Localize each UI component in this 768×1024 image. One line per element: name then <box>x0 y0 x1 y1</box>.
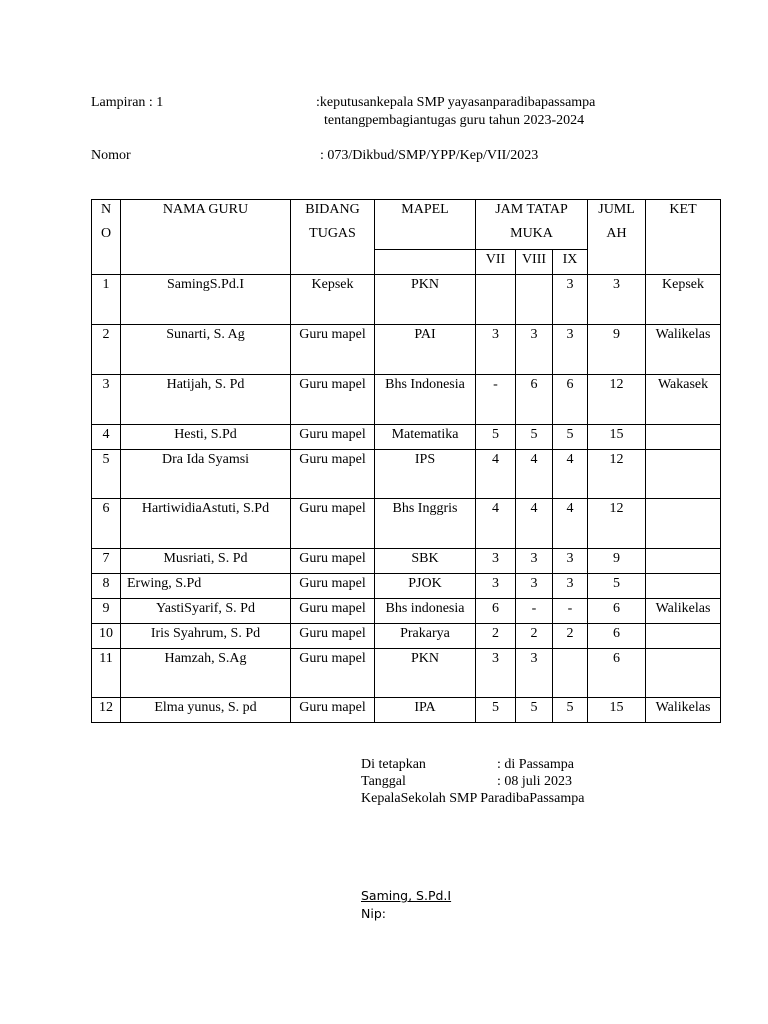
cell-nama: SamingS.Pd.I <box>121 275 291 325</box>
tanggal-value: : 08 juli 2023 <box>497 774 573 789</box>
header-ket: KET <box>646 200 721 275</box>
cell-no: 3 <box>92 375 121 425</box>
cell-nama: Elma yunus, S. pd <box>121 698 291 723</box>
cell-jumlah: 9 <box>588 325 646 375</box>
cell-jumlah: 6 <box>588 649 646 698</box>
cell-ix: 5 <box>553 425 588 450</box>
cell-ket <box>646 549 721 574</box>
cell-nama: Hatijah, S. Pd <box>121 375 291 425</box>
cell-ix: 4 <box>553 499 588 549</box>
cell-bidang: Guru mapel <box>291 499 375 549</box>
table-row <box>92 549 721 574</box>
cell-mapel: Bhs indonesia <box>375 599 476 624</box>
header-nama-guru: NAMA GURU <box>121 200 291 275</box>
cell-ix: 2 <box>553 624 588 649</box>
cell-jumlah: 15 <box>588 425 646 450</box>
lampiran-label: Lampiran : 1 <box>91 95 164 110</box>
header-jam-tatap-muka: JAM TATAP MUKA <box>476 200 588 250</box>
cell-mapel: Matematika <box>375 425 476 450</box>
cell-vii: 5 <box>476 425 516 450</box>
signer-name: Saming, S.Pd.I <box>361 888 452 903</box>
cell-no: 9 <box>92 599 121 624</box>
cell-viii: 5 <box>516 698 553 723</box>
cell-bidang: Kepsek <box>291 275 375 325</box>
cell-mapel: Prakarya <box>375 624 476 649</box>
cell-bidang: Guru mapel <box>291 549 375 574</box>
table-row <box>92 599 721 624</box>
cell-nama: Hamzah, S.Ag <box>121 649 291 698</box>
cell-vii: 2 <box>476 624 516 649</box>
cell-bidang: Guru mapel <box>291 574 375 599</box>
cell-ket <box>646 649 721 698</box>
table-row <box>92 698 721 723</box>
cell-ket <box>646 574 721 599</box>
cell-ix: 3 <box>553 549 588 574</box>
cell-viii: 3 <box>516 325 553 375</box>
cell-mapel: PJOK <box>375 574 476 599</box>
cell-bidang: Guru mapel <box>291 649 375 698</box>
ditetapkan-value: : di Passampa <box>497 757 574 772</box>
cell-jumlah: 12 <box>588 375 646 425</box>
cell-nama: Sunarti, S. Ag <box>121 325 291 375</box>
cell-bidang: Guru mapel <box>291 599 375 624</box>
cell-mapel: IPS <box>375 450 476 499</box>
cell-viii <box>516 275 553 325</box>
cell-no: 4 <box>92 425 121 450</box>
cell-no: 1 <box>92 275 121 325</box>
table-row <box>92 574 721 599</box>
cell-jumlah: 3 <box>588 275 646 325</box>
cell-no: 10 <box>92 624 121 649</box>
tanggal-label: Tanggal <box>361 774 406 789</box>
cell-vii: 6 <box>476 599 516 624</box>
cell-ket: Walikelas <box>646 325 721 375</box>
cell-vii: 3 <box>476 649 516 698</box>
cell-ix: 5 <box>553 698 588 723</box>
cell-mapel: Bhs Inggris <box>375 499 476 549</box>
cell-no: 12 <box>92 698 121 723</box>
cell-vii: - <box>476 375 516 425</box>
cell-bidang: Guru mapel <box>291 375 375 425</box>
cell-jumlah: 12 <box>588 499 646 549</box>
cell-viii: 3 <box>516 549 553 574</box>
cell-no: 11 <box>92 649 121 698</box>
cell-ix: 4 <box>553 450 588 499</box>
table-row <box>92 624 721 649</box>
table-row <box>92 425 721 450</box>
cell-ket <box>646 499 721 549</box>
cell-vii: 5 <box>476 698 516 723</box>
cell-nama: HartiwidiaAstuti, S.Pd <box>121 499 291 549</box>
header-vii: VII <box>476 250 516 275</box>
header-viii: VIII <box>516 250 553 275</box>
header-bidang-tugas: BIDANG TUGAS <box>291 200 375 275</box>
cell-jumlah: 12 <box>588 450 646 499</box>
cell-viii: 6 <box>516 375 553 425</box>
header-no: N O <box>92 200 121 275</box>
cell-ket: Kepsek <box>646 275 721 325</box>
cell-bidang: Guru mapel <box>291 325 375 375</box>
cell-bidang: Guru mapel <box>291 624 375 649</box>
cell-no: 5 <box>92 450 121 499</box>
cell-viii: 3 <box>516 574 553 599</box>
cell-jumlah: 5 <box>588 574 646 599</box>
nomor-value: : 073/Dikbud/SMP/YPP/Kep/VII/2023 <box>320 148 539 163</box>
cell-no: 7 <box>92 549 121 574</box>
cell-ix: 3 <box>553 275 588 325</box>
cell-vii: 4 <box>476 450 516 499</box>
cell-nama: Hesti, S.Pd <box>121 425 291 450</box>
cell-vii: 4 <box>476 499 516 549</box>
cell-mapel: Bhs Indonesia <box>375 375 476 425</box>
table-row <box>92 450 721 499</box>
cell-jumlah: 6 <box>588 624 646 649</box>
cell-vii: 3 <box>476 549 516 574</box>
cell-bidang: Guru mapel <box>291 698 375 723</box>
table-row <box>92 275 721 325</box>
cell-viii: 2 <box>516 624 553 649</box>
cell-ix <box>553 649 588 698</box>
cell-viii: 5 <box>516 425 553 450</box>
cell-mapel: PKN <box>375 275 476 325</box>
cell-ix: 6 <box>553 375 588 425</box>
cell-viii: 4 <box>516 499 553 549</box>
cell-ket <box>646 450 721 499</box>
cell-ix: - <box>553 599 588 624</box>
cell-jumlah: 9 <box>588 549 646 574</box>
cell-nama: Iris Syahrum, S. Pd <box>121 624 291 649</box>
cell-ix: 3 <box>553 325 588 375</box>
cell-no: 2 <box>92 325 121 375</box>
cell-jumlah: 15 <box>588 698 646 723</box>
cell-nama: Dra Ida Syamsi <box>121 450 291 499</box>
cell-no: 6 <box>92 499 121 549</box>
cell-nama: Erwing, S.Pd <box>121 574 291 599</box>
cell-viii: - <box>516 599 553 624</box>
header-mapel-blank <box>375 250 476 275</box>
cell-mapel: PKN <box>375 649 476 698</box>
cell-nama: Musriati, S. Pd <box>121 549 291 574</box>
cell-ix: 3 <box>553 574 588 599</box>
cell-mapel: IPA <box>375 698 476 723</box>
cell-jumlah: 6 <box>588 599 646 624</box>
cell-ket <box>646 425 721 450</box>
header-mapel: MAPEL <box>375 200 476 250</box>
cell-vii <box>476 275 516 325</box>
table-row <box>92 499 721 549</box>
cell-mapel: PAI <box>375 325 476 375</box>
table-row <box>92 325 721 375</box>
header-ix: IX <box>553 250 588 275</box>
cell-ket: Walikelas <box>646 599 721 624</box>
kepala-sekolah-title: KepalaSekolah SMP ParadibaPassampa <box>361 791 585 806</box>
cell-no: 8 <box>92 574 121 599</box>
table-row <box>92 375 721 425</box>
assignment-table <box>91 199 721 723</box>
cell-viii: 4 <box>516 450 553 499</box>
header-jumlah: JUML AH <box>588 200 646 275</box>
cell-bidang: Guru mapel <box>291 450 375 499</box>
cell-ket: Wakasek <box>646 375 721 425</box>
lampiran-value-line2: tentangpembagiantugas guru tahun 2023-2024 <box>324 113 585 128</box>
cell-mapel: SBK <box>375 549 476 574</box>
table-row <box>92 649 721 698</box>
cell-ket <box>646 624 721 649</box>
cell-nama: YastiSyarif, S. Pd <box>121 599 291 624</box>
lampiran-value-line1: :keputusankepala SMP yayasanparadibapassampa <box>316 95 596 110</box>
cell-ket: Walikelas <box>646 698 721 723</box>
ditetapkan-label: Di tetapkan <box>361 757 426 772</box>
cell-viii: 3 <box>516 649 553 698</box>
cell-vii: 3 <box>476 325 516 375</box>
nip-label: Nip: <box>361 906 386 921</box>
nomor-label: Nomor <box>91 148 131 163</box>
table-header-row <box>92 200 721 250</box>
cell-bidang: Guru mapel <box>291 425 375 450</box>
cell-vii: 3 <box>476 574 516 599</box>
